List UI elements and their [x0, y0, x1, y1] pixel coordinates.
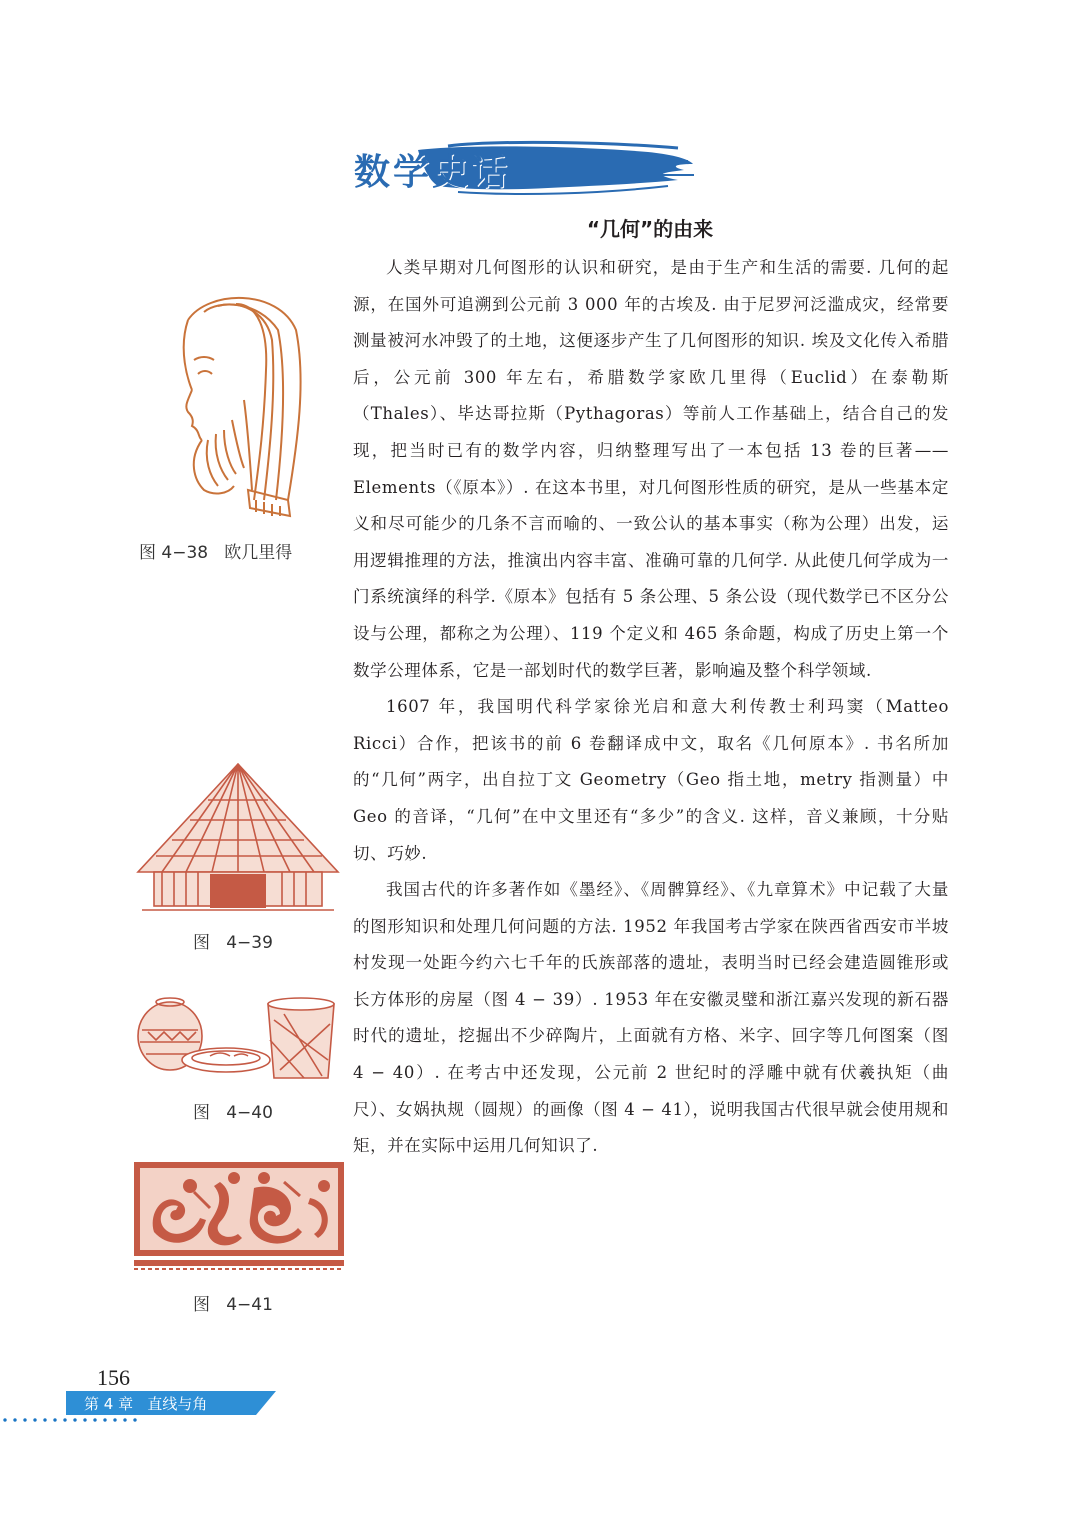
article-title: “几何”的由来 — [586, 217, 714, 241]
figure-caption-4-40: 图 4−40 — [193, 1103, 273, 1123]
page-number: 156 — [97, 1365, 130, 1390]
euclid-portrait-illustration — [148, 290, 308, 524]
paragraph-translation: 1607 年，我国明代科学家徐光启和意大利传教士利玛窦（Matteo Ricci）合作，把该书的前 6 卷翻译成中文，取名《几何原本》. 书名所加的“几何”两字，出自拉丁文 Geometry（Geo 指土地，metry 指测量）中 Geo 的音译，“几何”在中文里还有“多少”的含义. 这样，音义兼顾，十分贴切、巧妙. — [353, 697, 949, 863]
figure-caption-4-38: 图 4−38 欧几里得 — [139, 543, 293, 563]
figure-caption-4-41: 图 4−41 — [193, 1295, 273, 1315]
footer-dotted-rule — [0, 1417, 140, 1423]
figure-caption-4-39: 图 4−39 — [193, 933, 273, 953]
section-banner — [348, 140, 698, 198]
paragraph-ancient-china: 我国古代的许多著作如《墨经》、《周髀算经》、《九章算术》中记载了大量的图形知识和处理几何问题的方法. 1952 年我国考古学家在陕西省西安市半坡村发现一处距今约六七千年的氏族部落的遗址，表明当时已经会建造圆锥形或长方体形的房屋（图 4 − 39）. 1953 年在安徽灵璧和浙江嘉兴发现的新石器时代的遗址，挖掘出不少碎陶片，上面就有方格、米字、回字等几何图案（图 4 − 40）. 在考古中还发现，公元前 2 世纪时的浮雕中就有伏羲执矩（曲尺）、女娲执规（圆规）的画像（图 4 − 41），说明我国古代很早就会使用规和矩，并在实际中运用几何知识了. — [353, 880, 949, 1156]
chapter-tab — [66, 1391, 276, 1415]
fuxi-nuwa-relief-illustration — [134, 1162, 344, 1278]
chapter-label: 第 4 章 直线与角 — [84, 1395, 208, 1413]
article-body — [353, 250, 949, 1165]
paragraph-euclid-history: 人类早期对几何图形的认识和研究，是由于生产和生活的需要. 几何的起源，在国外可追溯到公元前 3 000 年的古埃及. 由于尼罗河泛滥成灾，经常要测量被河水冲毁了的土地，这便逐步产生了几何图形的知识. 埃及文化传入希腊后，公元前 300 年左右，希腊数学家欧几里得（Euclid）在泰勒斯（Thales）、毕达哥拉斯（Pythagoras）等前人工作基础上，结合自己的发现，把当时已有的数学内容，归纳整理写出了一本包括 13 卷的巨著——Elements（《原本》）. 在这本书里，对几何图形性质的研究，是从一些基本定义和尽可能少的几条不言而喻的、一致公认的基本事实（称为公理）出发，运用逻辑推理的方法，推演出内容丰富、准确可靠的几何学. 从此使几何学成为一门系统演绎的科学.《原本》包括有 5 条公理、5 条公设（现代数学已不区分公设与公理，都称之为公理）、119 个定义和 465 条命题，构成了历史上第一个数学公理体系，它是一部划时代的数学巨著，影响遍及整个科学领域. — [353, 258, 949, 680]
round-hut-illustration — [132, 760, 344, 922]
section-banner-title: 数学史话 — [354, 152, 511, 193]
pottery-illustration — [134, 990, 340, 1088]
